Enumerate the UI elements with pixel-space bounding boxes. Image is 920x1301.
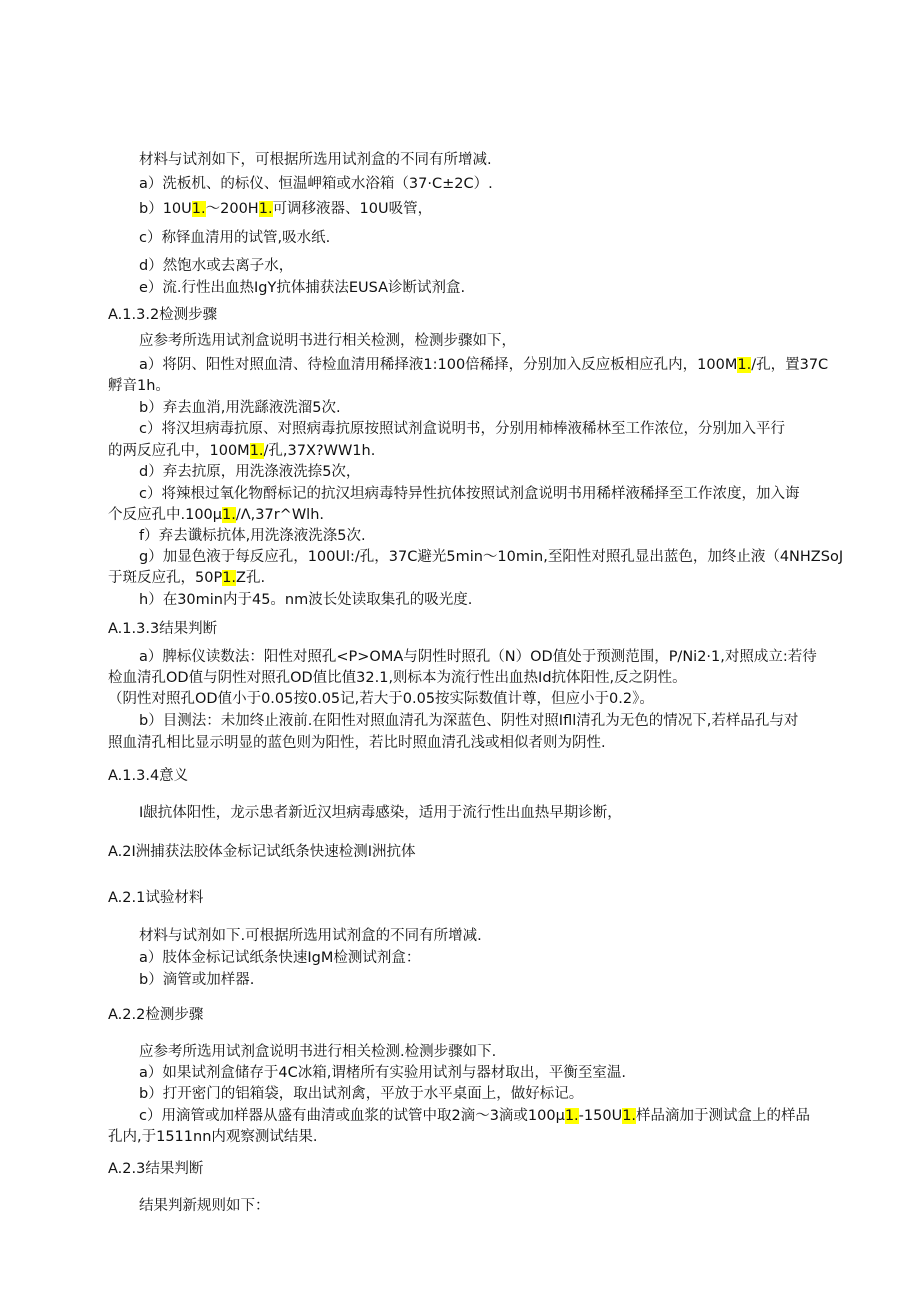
highlight-mark: 1. bbox=[222, 570, 237, 586]
text-segment: 于斑反应孔，50P bbox=[108, 570, 223, 586]
steps-intro: 应参考所选用试剂盒说明书进行相关检测.检测步骤如下. bbox=[139, 1044, 497, 1060]
materials-item-d: d）然饱水或去离子水， bbox=[139, 258, 294, 274]
section-heading: A.1.3.4意义 bbox=[108, 768, 189, 784]
step-c-line1: c）将汉坦病毒抗原、对照病毒抗原按照试剂盒说明书，分别用柿棒液稀林至工作浓位，分别加入平行 bbox=[139, 421, 785, 437]
text-segment: 个反应孔中.100μ bbox=[108, 507, 223, 523]
result-b-line1: b）目测法：未加终止液前.在阳性对照血清孔为深蓝色、阴性对照Ifll清孔为无色的情况下,若样品孔与对 bbox=[139, 713, 799, 729]
section-heading: A.2.1试验材料 bbox=[108, 890, 204, 906]
section-heading: A.2.3结果判断 bbox=[108, 1161, 204, 1177]
text-segment: 的两反应孔中，100M bbox=[108, 443, 250, 459]
text-segment: 样品滴加于测试盒上的样品 bbox=[636, 1108, 811, 1124]
materials-item-b: b）滴管或加样器. bbox=[139, 972, 255, 988]
text-segment: b）10U bbox=[139, 201, 192, 217]
significance-text: I龈抗体阳性，龙示患者新近汉坦病毒感染，适用于流行性出血热早期诊断， bbox=[139, 805, 622, 821]
step-a-line1 bbox=[139, 355, 828, 375]
highlight-mark: 1. bbox=[249, 443, 264, 459]
step-a: a）如果试剂盒储存于4C冰箱,谓楮所有实验用试剂与器材取出，平衡至室温. bbox=[139, 1065, 626, 1081]
section-heading: A.1.3.3结果判断 bbox=[108, 621, 218, 637]
step-e-line2 bbox=[108, 505, 324, 525]
text-segment: ～200H bbox=[205, 201, 259, 217]
text-segment: /孔，置37C bbox=[751, 357, 829, 373]
highlight-mark: 1. bbox=[622, 1108, 637, 1124]
materials-intro: 材料与试剂如下，可根据所选用试剂盒的不同有所增减. bbox=[139, 152, 492, 168]
highlight-mark: 1. bbox=[564, 1108, 579, 1124]
step-h: h）在30min内于45。nm波长处读取集孔的吸光度. bbox=[139, 592, 473, 608]
result-b-line2: 照血清孔相比显示明显的蓝色则为阳性，若比时照血清孔浅或相似者则为阴性. bbox=[108, 735, 606, 751]
materials-intro: 材料与试剂如下.可根据所选用试剂盒的不同有所增减. bbox=[139, 928, 482, 944]
section-heading: A.1.3.2检测步骤 bbox=[108, 307, 218, 323]
materials-item-b bbox=[139, 199, 432, 219]
text-segment: a）将阴、阳性对照血清、待检血清用稀择液1:100倍稀择，分别加入反应板相应孔内，100M bbox=[139, 357, 738, 373]
materials-item-e: e）流.行性出血热IgY抗体捕获法EUSA诊断试剂盒. bbox=[139, 280, 466, 296]
step-d: d）弃去抗原，用洗涤液洗捺5次， bbox=[139, 464, 361, 480]
highlight-mark: 1. bbox=[191, 201, 206, 217]
text-segment: c）用滴管或加样器从盛有曲清或血浆的试管中取2滴～3滴或100μ bbox=[139, 1108, 565, 1124]
step-c-line2: 孔内,于1511nn内观察测试结果. bbox=[108, 1129, 318, 1145]
materials-item-a: a）肢体金标记试纸条快速IgM检测试剂盒： bbox=[139, 950, 421, 966]
result-a-line2: 检血清孔OD值与阴性对照孔OD值比值32.1,则标本为流行性出血热Id抗体阳性,反之阴性。 bbox=[108, 670, 687, 686]
step-e-line1: c）将辣根过氧化物酹标记的抗汉坦病毒特异性抗体按照试剂盒说明书用稀样液稀择至工作浓度，加入诲 bbox=[139, 486, 800, 502]
result-a-line1: a）脾标仪读数法：阳性对照孔<P>OMA与阴性时照孔（N）OD值处于预测范围，P/Ni2·1,对照成立:若待 bbox=[139, 649, 817, 665]
step-c-line1 bbox=[139, 1106, 810, 1126]
steps-intro: 应参考所选用试剂盒说明书进行相关检测，检测步骤如下， bbox=[139, 333, 516, 349]
step-b: b）弃去血消,用洗繇液洗溜5次. bbox=[139, 400, 341, 416]
result-rules-intro: 结果判新规则如下： bbox=[139, 1198, 270, 1214]
highlight-mark: 1. bbox=[737, 357, 752, 373]
result-a-line3: （阴性对照孔OD值小于0.05按0.05记,若大于0.05按实际数值计尊，但应小于0.2》。 bbox=[108, 691, 654, 707]
section-heading: A.2.2检测步骤 bbox=[108, 1007, 204, 1023]
text-segment: /Λ,37r^Wlh. bbox=[235, 507, 324, 523]
highlight-mark: 1. bbox=[258, 201, 273, 217]
materials-item-a: a）洗板机、的标仪、恒温岬箱或水浴箱（37·C±2C）. bbox=[139, 176, 493, 192]
section-title: A.2I洲捕获法胶体金标记试纸条快速检测I洲抗体 bbox=[108, 844, 416, 860]
step-g-line2 bbox=[108, 568, 265, 588]
text-segment: /孔,37X?WW1h. bbox=[263, 443, 376, 459]
highlight-mark: 1. bbox=[222, 507, 236, 523]
step-f: f）弃去谶标抗体,用洗涤液洗涤5次. bbox=[139, 528, 366, 544]
materials-item-c: c）称铎血清用的试管,吸水纸. bbox=[139, 230, 331, 246]
step-g-line1: g）加显色液于每反应孔，100Ul:/孔，37C避光5min～10min,至阳性对照孔显出蓝色，加终止液（4NHZSoJ bbox=[139, 549, 844, 565]
step-b: b）打开密门的铝箱袋，取出试剂禽，平放于水平桌面上，做好标记。 bbox=[139, 1086, 584, 1102]
text-segment: 可调移液器、10U吸管， bbox=[272, 201, 433, 217]
text-segment: Z孔. bbox=[236, 570, 266, 586]
step-a-line2: 孵音1h。 bbox=[108, 378, 170, 394]
step-c-line2 bbox=[108, 441, 375, 461]
text-segment: -150U bbox=[578, 1108, 623, 1124]
